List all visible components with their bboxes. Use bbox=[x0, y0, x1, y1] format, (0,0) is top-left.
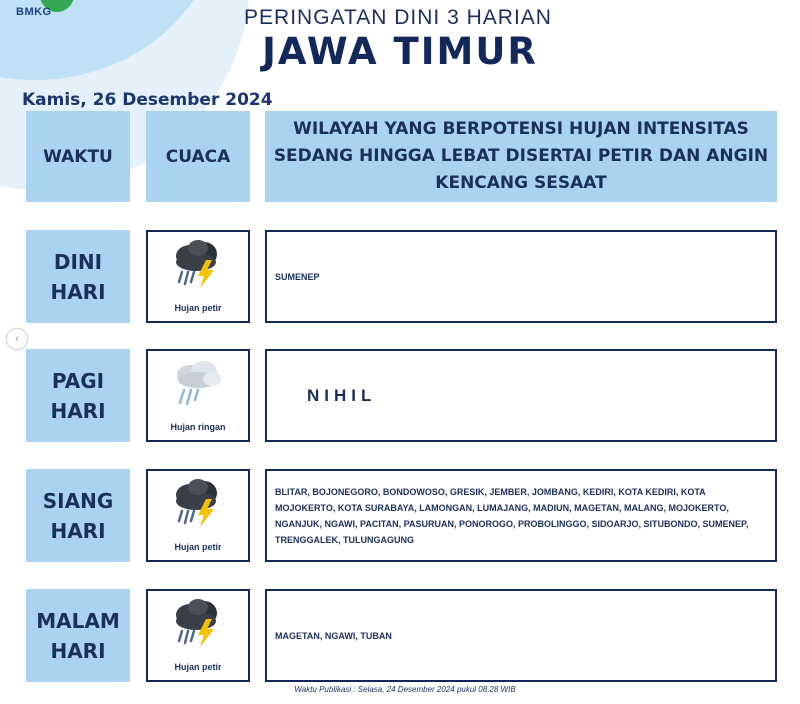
publication-time: Waktu Publikasi : Selasa, 24 Desember 2024 pukul 08.28 WIB bbox=[294, 685, 516, 694]
header-waktu: WAKTU bbox=[26, 111, 130, 202]
thunderstorm-icon bbox=[168, 477, 228, 531]
weather-cell bbox=[146, 230, 250, 323]
light-rain-icon bbox=[168, 357, 228, 411]
weather-cell bbox=[146, 349, 250, 442]
weather-label: Hujan petir bbox=[174, 662, 222, 672]
area-list: MAGETAN, NGAWI, TUBAN bbox=[275, 630, 392, 641]
time-siang-hari: SIANG HARI bbox=[26, 469, 130, 562]
area-cell bbox=[265, 469, 777, 562]
carousel-prev-button[interactable] bbox=[6, 328, 28, 350]
header-wilayah: WILAYAH YANG BERPOTENSI HUJAN INTENSITAS SEDANG HINGGA LEBAT DISERTAI PETIR DAN ANGIN KENCANG SESAAT bbox=[265, 111, 777, 202]
weather-cell bbox=[146, 589, 250, 682]
thunderstorm-icon bbox=[168, 238, 228, 292]
time-pagi-hari: PAGI HARI bbox=[26, 349, 130, 442]
thunderstorm-icon bbox=[168, 597, 228, 651]
header-subtitle: PERINGATAN DINI 3 HARIAN bbox=[244, 6, 552, 29]
logo-text: BMKG bbox=[16, 6, 52, 18]
area-cell bbox=[265, 349, 777, 442]
weather-label: Hujan petir bbox=[174, 303, 222, 313]
area-list: NIHIL bbox=[307, 385, 377, 405]
date-label: Kamis, 26 Desember 2024 bbox=[22, 90, 273, 110]
area-cell bbox=[265, 589, 777, 682]
page-title: JAWA TIMUR bbox=[262, 30, 538, 73]
area-cell bbox=[265, 230, 777, 323]
weather-label: Hujan petir bbox=[174, 542, 222, 552]
chevron-left-icon: ‹ bbox=[15, 333, 19, 345]
area-list: SUMENEP bbox=[275, 271, 320, 282]
time-dini-hari: DINI HARI bbox=[26, 230, 130, 323]
time-malam-hari: MALAM HARI bbox=[26, 589, 130, 682]
area-list: BLITAR, BOJONEGORO, BONDOWOSO, GRESIK, JEMBER, JOMBANG, KEDIRI, KOTA KEDIRI, KOTA MOJOKERTO, KOTA SURABAYA, LAMONGAN, LUMAJANG, MADIUN, MAGETAN, MALANG, MOJOKERTO, NGANJUK, NGAWI, PACITAN, PASURUAN, PONOROGO, PROBOLINGGO, SIDOARJO, SITUBONDO, SUMENEP, TRENGGALEK, TULUNGAGUNG bbox=[275, 486, 749, 545]
weather-label: Hujan ringan bbox=[170, 422, 226, 432]
weather-cell bbox=[146, 469, 250, 562]
header-cuaca: CUACA bbox=[146, 111, 250, 202]
